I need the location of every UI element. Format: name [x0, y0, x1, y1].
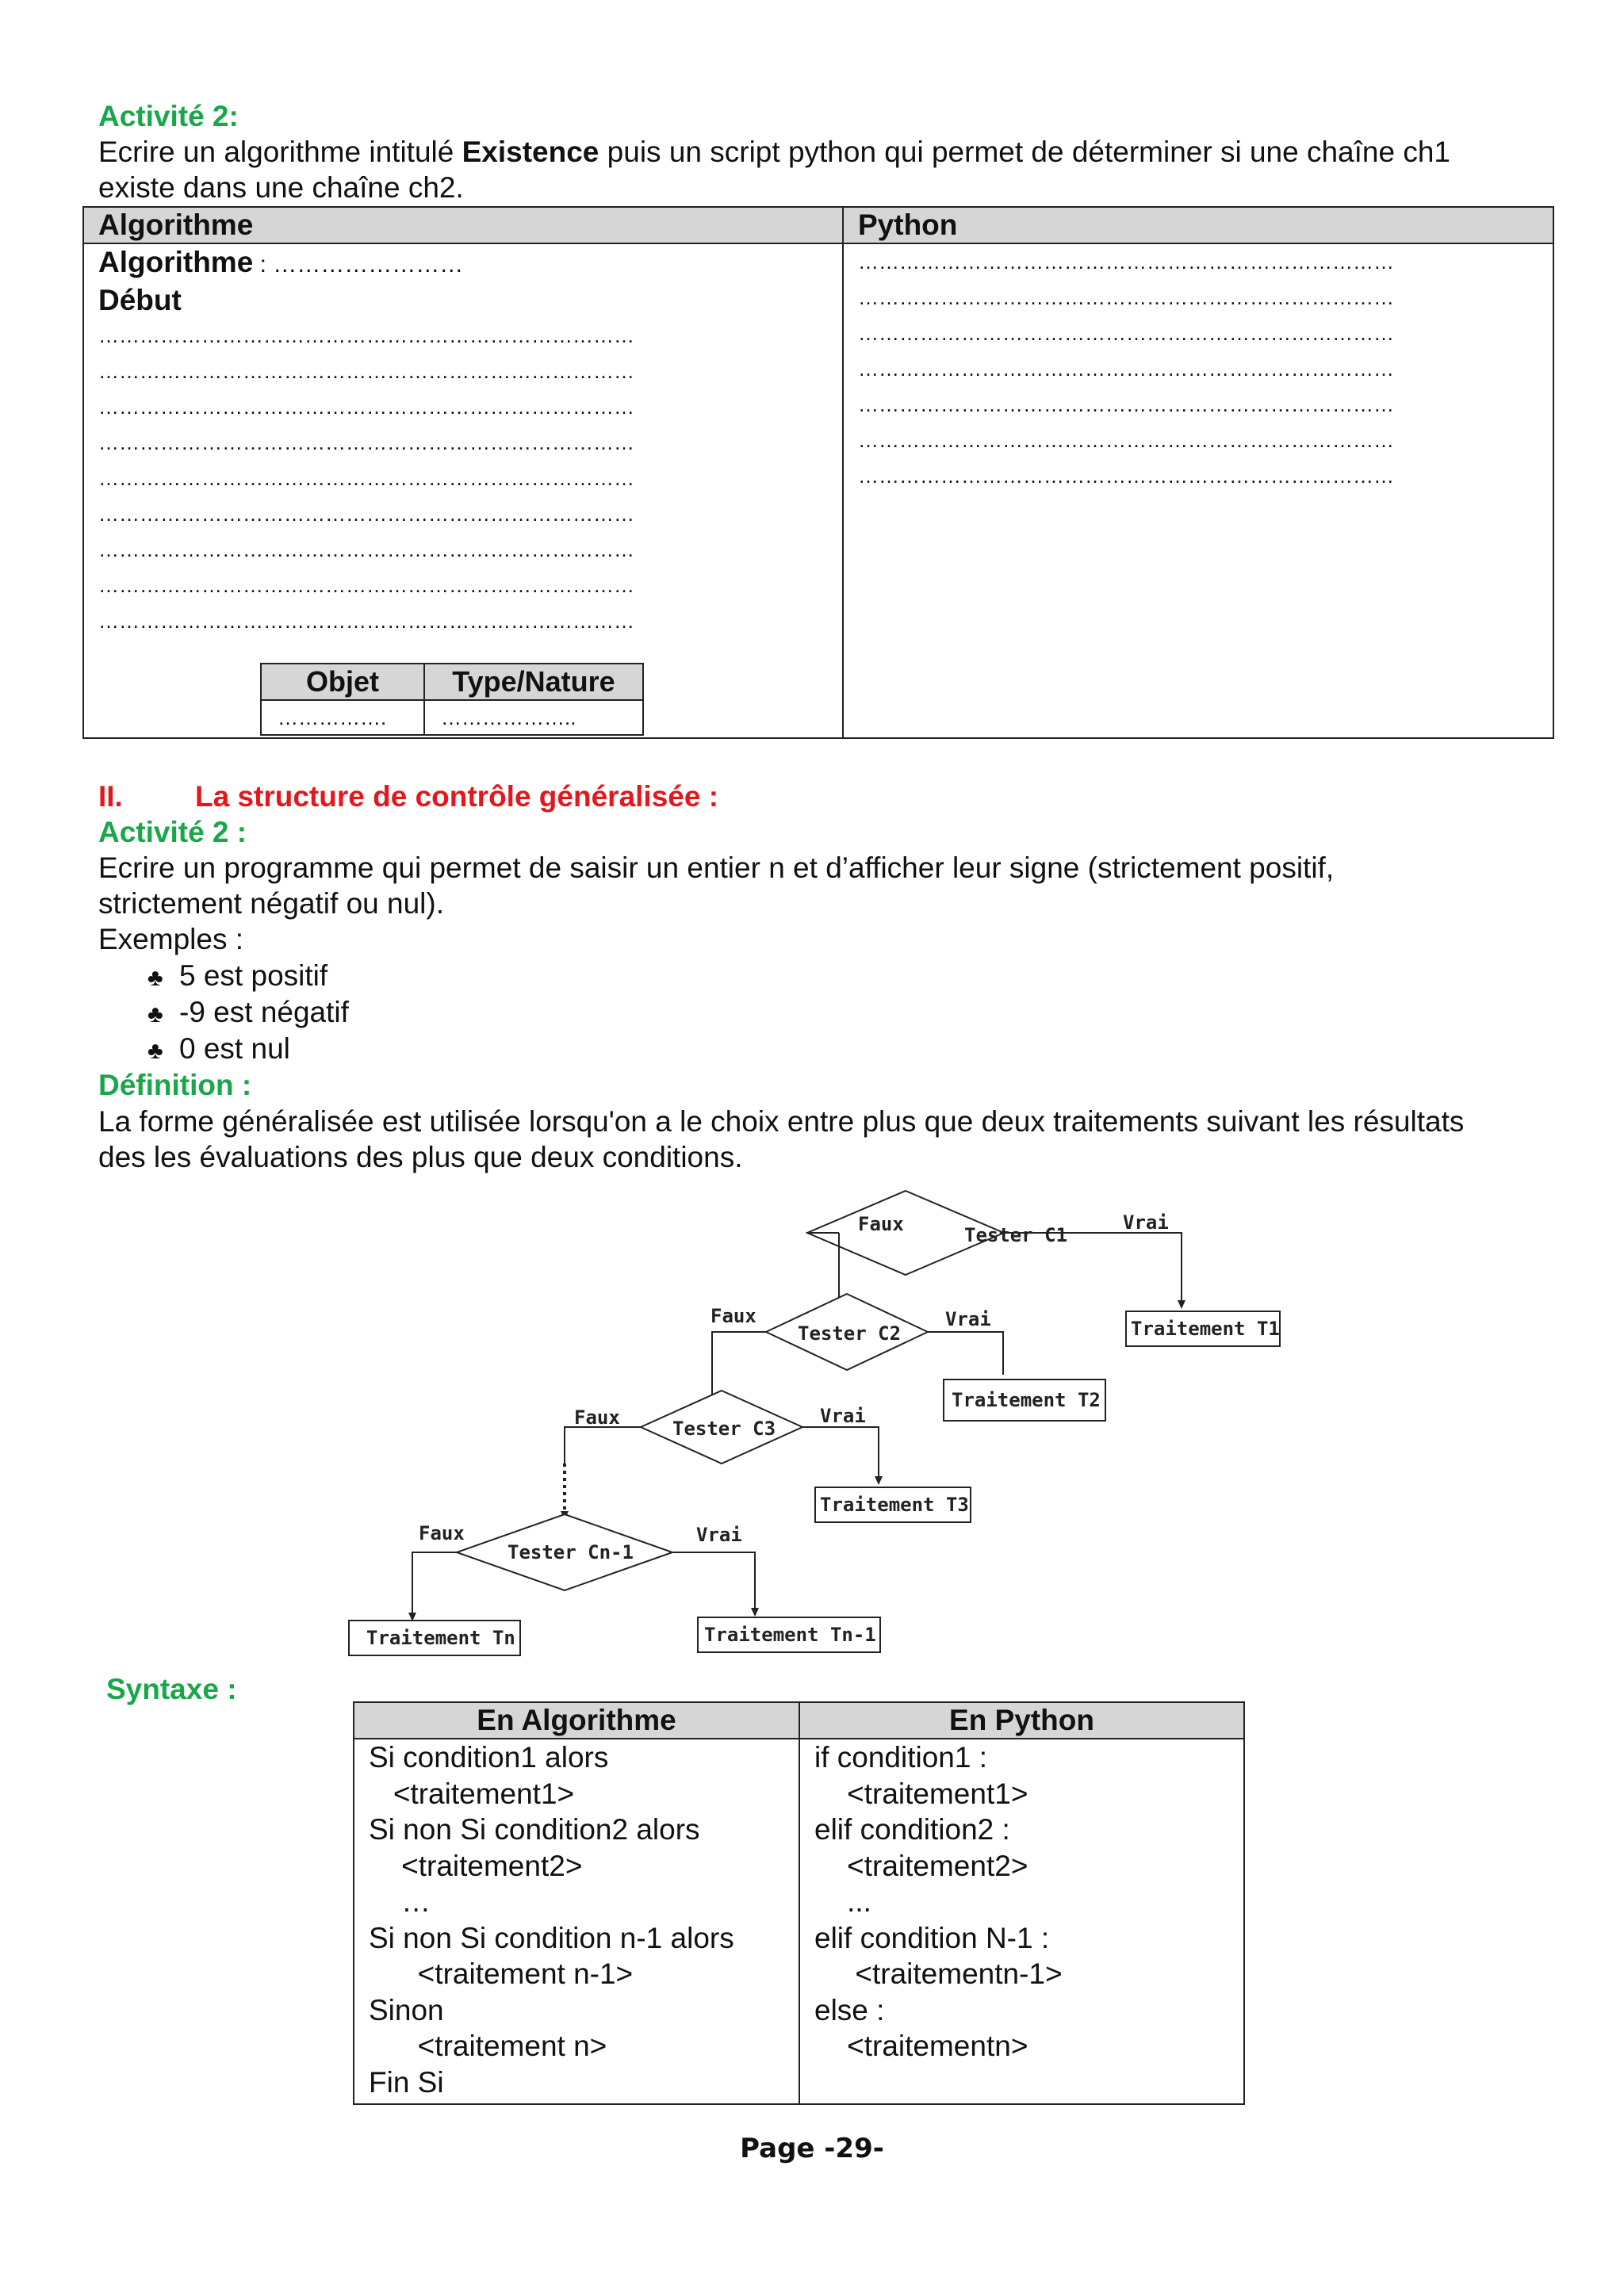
syntax-algo-line: Sinon	[369, 1993, 444, 2026]
python-dot-line: ……………………………………………………………………	[858, 392, 1394, 416]
algorithm-label: Algorithme	[98, 246, 254, 278]
page-number: Page -29-	[740, 2133, 884, 2164]
python-dot-line: ……………………………………………………………………	[858, 464, 1394, 488]
algorithm-name-dots: : ……………………	[253, 251, 464, 277]
syntax-python-line: <traitementn-1>	[814, 1957, 1063, 1990]
algorithm-dot-line: ……………………………………………………………………	[98, 430, 634, 454]
activite2-text-b: puis un script python qui permet de déterminer si une chaîne ch1	[599, 136, 1451, 168]
example-text-3: 0 est nul	[179, 1032, 290, 1065]
definition-line2: des les évaluations des plus que deux conditions.	[98, 1141, 743, 1173]
syntax-python-line: <traitement1>	[814, 1777, 1028, 1810]
algorithm-dot-line: ……………………………………………………………………	[98, 359, 634, 383]
activite2-text-bold: Existence	[462, 136, 599, 168]
syntax-python-line: if condition1 :	[814, 1741, 988, 1774]
definition-title: Définition :	[98, 1069, 252, 1101]
col-header-algorithme: Algorithme	[83, 207, 843, 243]
python-dot-line: ……………………………………………………………………	[858, 321, 1394, 345]
label-tester-cn1: Tester Cn-1	[508, 1541, 634, 1563]
syntax-python-line: elif condition2 :	[814, 1813, 1010, 1846]
python-dot-line: ……………………………………………………………………	[858, 285, 1394, 309]
syntax-algo-line: Si condition1 alors	[369, 1741, 609, 1774]
label-tester-c2: Tester C2	[798, 1322, 902, 1345]
syntax-python-line: <traitement2>	[814, 1849, 1028, 1882]
syntax-python-line: else :	[814, 1993, 885, 2026]
section2-text-line2: strictement négatif ou nul).	[98, 887, 444, 920]
club-bullet-icon: ♣	[147, 965, 163, 991]
col-header-python: Python	[843, 207, 1553, 243]
objet-cell: …………….	[261, 700, 424, 735]
algorithm-dot-line: ……………………………………………………………………	[98, 609, 634, 633]
algorithm-dot-line: ……………………………………………………………………	[98, 466, 634, 490]
syntax-algo-line: Si non Si condition n-1 alors	[369, 1921, 734, 1954]
algorithm-dot-line: ……………………………………………………………………	[98, 502, 634, 526]
syntax-python-line: <traitementn>	[814, 2030, 1028, 2062]
debut-label: Début	[98, 284, 182, 316]
section2-text-line1: Ecrire un programme qui permet de saisir un entier n et d’afficher leur signe (strictement positif,	[98, 851, 1335, 884]
activite2-title: Activité 2:	[98, 100, 239, 132]
label-traitement-t2: Traitement T2	[952, 1389, 1101, 1411]
label-tester-c3: Tester C3	[672, 1418, 776, 1440]
section2-title: La structure de contrôle généralisée :	[195, 780, 719, 813]
syntax-algo-line: <traitement n>	[369, 2030, 607, 2062]
syntaxe-title: Syntaxe :	[106, 1673, 237, 1705]
label-tester-c1: Tester C1	[964, 1224, 1068, 1246]
label-traitement-tn1: Traitement Tn-1	[704, 1624, 876, 1646]
python-dot-line: ……………………………………………………………………	[858, 250, 1394, 274]
syntax-python-cell	[799, 1739, 1244, 2104]
label-faux-c3: Faux	[574, 1406, 620, 1429]
label-traitement-t1: Traitement T1	[1131, 1318, 1280, 1340]
col-header-en-algorithme: En Algorithme	[354, 1702, 799, 1739]
objet-header: Objet	[261, 664, 424, 700]
type-nature-header: Type/Nature	[424, 664, 643, 700]
section2-number: II.	[98, 780, 123, 813]
activite2-text-a: Ecrire un algorithme intitulé	[98, 136, 462, 168]
label-vrai-c3: Vrai	[820, 1405, 866, 1427]
algorithm-dot-line: ……………………………………………………………………	[98, 573, 634, 597]
label-faux-c1: Faux	[858, 1213, 904, 1235]
label-vrai-c1: Vrai	[1123, 1211, 1169, 1234]
syntax-algo-line: Fin Si	[369, 2065, 444, 2099]
example-text-1: 5 est positif	[179, 959, 328, 992]
label-faux-c2: Faux	[710, 1305, 756, 1327]
syntax-algo-line: …	[369, 1885, 431, 1918]
algorithm-dot-line: ……………………………………………………………………	[98, 538, 634, 561]
syntax-algo-cell	[354, 1739, 799, 2104]
club-bullet-icon: ♣	[147, 1001, 163, 1027]
type-cell: ………………..	[424, 700, 643, 735]
label-faux-cn1: Faux	[419, 1522, 465, 1544]
example-text-2: -9 est négatif	[179, 996, 349, 1028]
col-header-en-python: En Python	[799, 1702, 1244, 1739]
syntax-algo-line: <traitement n-1>	[369, 1957, 634, 1990]
label-traitement-t3: Traitement T3	[820, 1494, 969, 1516]
syntax-algo-line: <traitement1>	[369, 1777, 575, 1810]
algorithm-dot-line: ……………………………………………………………………	[98, 323, 634, 347]
syntax-python-line: ...	[814, 1885, 871, 1918]
label-vrai-c2: Vrai	[945, 1308, 991, 1330]
exemples-label: Exemples :	[98, 923, 244, 955]
syntax-algo-line: Si non Si condition2 alors	[369, 1813, 700, 1846]
python-dot-line: ……………………………………………………………………	[858, 357, 1394, 381]
syntax-algo-line: <traitement2>	[369, 1849, 583, 1882]
section2-activite-title: Activité 2 :	[98, 816, 247, 848]
python-dot-line: ……………………………………………………………………	[858, 428, 1394, 452]
syntax-table	[353, 1701, 1245, 2105]
label-traitement-tn: Traitement Tn	[366, 1627, 515, 1649]
algorithm-dot-line: ……………………………………………………………………	[98, 395, 634, 419]
club-bullet-icon: ♣	[147, 1038, 163, 1064]
activite2-text-line2: existe dans une chaîne ch2.	[98, 171, 464, 204]
syntax-python-line: elif condition N-1 :	[814, 1921, 1050, 1954]
label-vrai-cn1: Vrai	[696, 1524, 742, 1546]
definition-line1: La forme généralisée est utilisée lorsqu'on a le choix entre plus que deux traitements suivant les résultats	[98, 1105, 1465, 1138]
